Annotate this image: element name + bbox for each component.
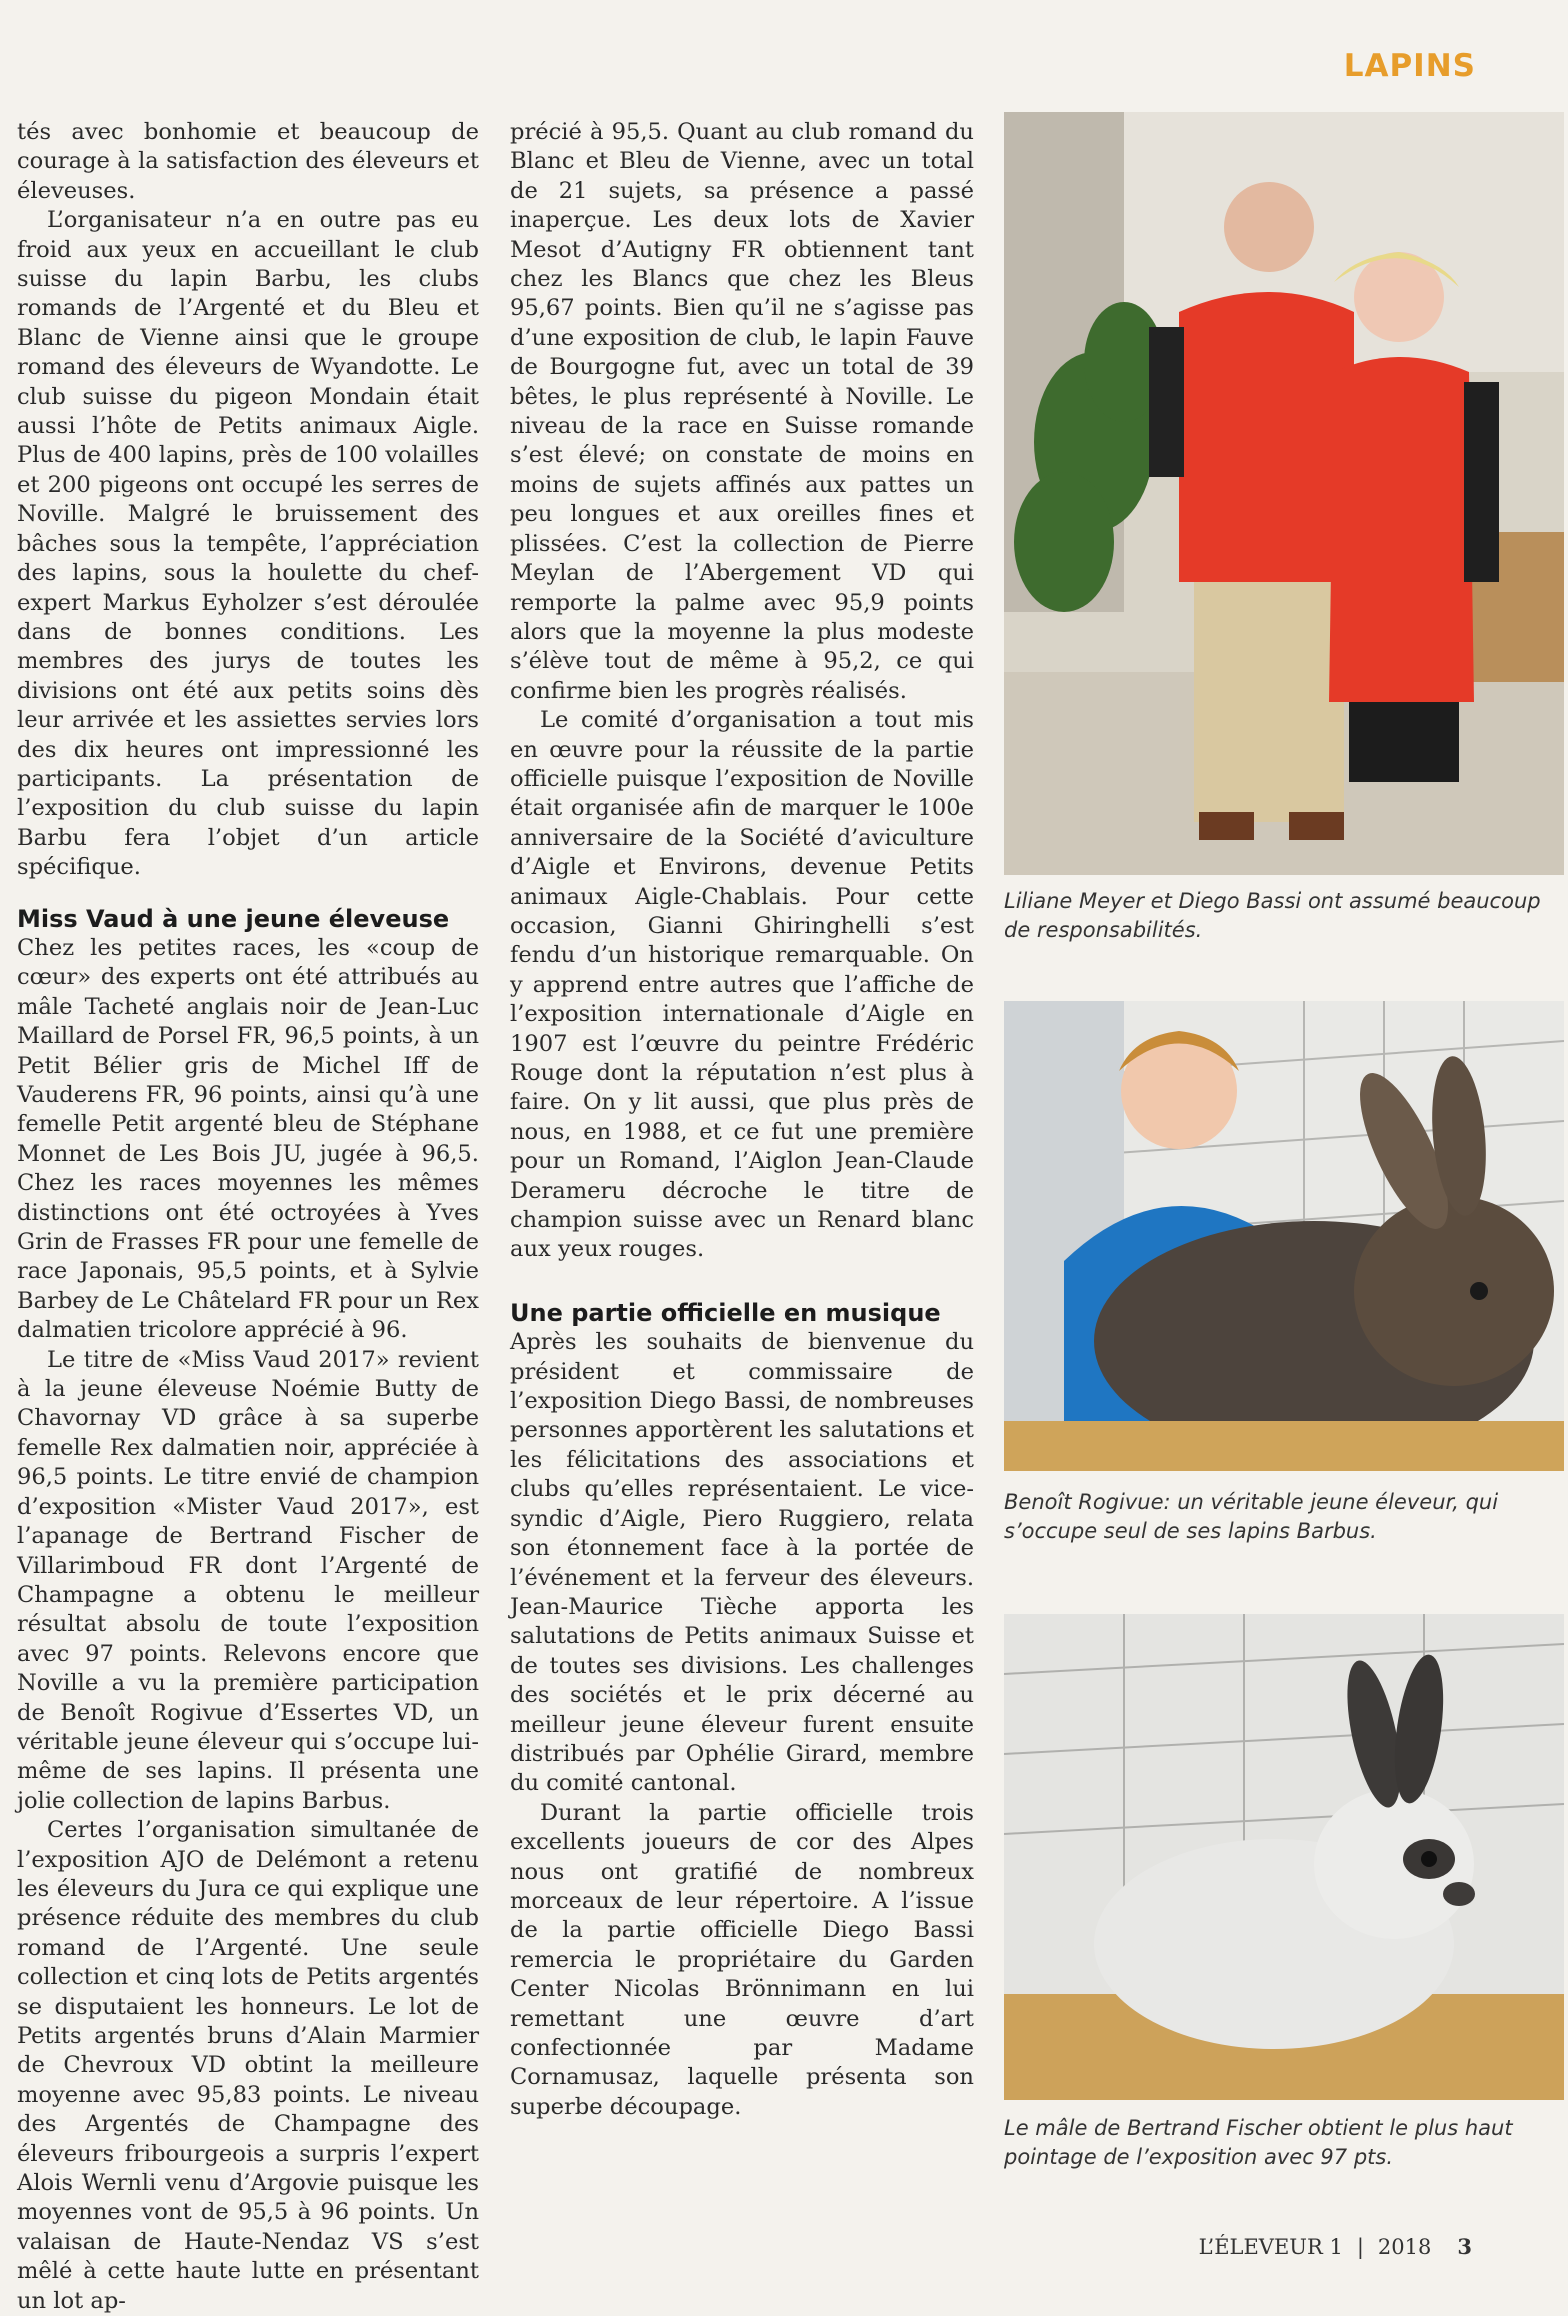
paragraph: Durant la partie officielle trois excellents joueurs de cor des Alpes nous ont gratifié de nombreux morceaux de leur répertoire. A l’issue de la partie officielle Diego Bassi remercia le propriétaire du Garden Center Nicolas Brönnimann en lui remettant une œuvre d’art confectionnée par Madame Cornamusaz, laquelle présenta son superbe découpage. [510,1799,974,2120]
article-column-1 [17,118,479,2316]
photo-caption: Liliane Meyer et Diego Bassi ont assumé beaucoup de responsabilités. [1004,889,1541,942]
section-heading: Une partie officielle en musique [510,1298,941,1327]
photo-champion-rabbit [1004,1614,1564,2100]
paragraph: Chez les petites races, les «coup de cœur» des experts ont été attribués au mâle Tacheté anglais noir de Jean-Luc Maillard de Porsel FR, 96,5 points, à un Petit Bélier gris de Michel Iff de Vauderens FR, 96 points, ainsi qu’à une femelle Petit argenté bleu de Stéphane Monnet de Les Bois JU, jugée à 96,5. Chez les races moyennes les mêmes distinctions ont été octroyées à Yves Grin de Frasses FR pour une femelle de race Japonais, 95,5 points, et à Sylvie Barbey de Le Châtelard FR pour un Rex dalmatien tricolore apprécié à 96. [17,934,479,1344]
paragraph: L’organisateur n’a en outre pas eu froid aux yeux en accueillant le club suisse du lapin Barbu, les clubs romands de l’Argenté et du Bleu et Blanc de Vienne ainsi que le groupe romand des éleveurs de Wyandotte. Le club suisse du pigeon Mondain était aussi l’hôte de Petits animaux Aigle. Plus de 400 lapins, près de 100 volailles et 200 pigeons ont occupé les serres de Noville. Malgré le bruissement des bâches sous la tempête, l’appréciation des lapins, sous la houlette du chef-expert Markus Eyholzer s’est déroulée dans de bonnes conditions. Les membres des jurys de toutes les divisions ont été aux petits soins dès leur arrivée et les assiettes servies lors des dix heures ont impressionné les participants. La présentation de l’exposition du club suisse du lapin Barbu fera l’objet d’un article spécifique. [17,207,479,881]
paragraph: tés avec bonhomie et beaucoup de courage à la satisfaction des éleveurs et éleveuses. [17,119,479,204]
paragraph: précié à 95,5. Quant au club romand du Blanc et Bleu de Vienne, avec un total de 21 sujets, sa présence a passé inaperçue. Les deux lots de Xavier Mesot d’Autigny FR obtiennent tant chez les Blancs que chez les Bleus 95,67 points. Bien qu’il ne s’agisse pas d’une exposition de club, le lapin Fauve de Bourgogne fut, avec un total de 39 bêtes, le plus représenté à Noville. Le niveau de la race en Suisse romande s’est élevé; on constate de moins en moins de sujets affinés aux pattes un peu longues et aux oreilles fines et plissées. C’est la collection de Pierre Meylan de l’Abergement VD qui remporte la palme avec 95,9 points alors que la moyenne la plus modeste s’élève tout de même à 95,2, ce qui confirme bien les progrès réalisés. [510,119,974,704]
issue-year: 2018 [1377,2235,1432,2259]
paragraph: Le comité d’organisation a tout mis en œuvre pour la réussite de la partie officielle puisque l’exposition de Noville était organisée afin de marquer le 100e anniversaire de la Société d’aviculture d’Aigle et Environs, devenue Petits animaux Aigle-Chablais. Pour cette occasion, Gianni Ghiringhelli s’est fendu d’un historique remarquable. On y apprend entre autres que l’affiche de l’exposition internationale d’Aigle en 1907 est l’œuvre du peintre Frédéric Rouge dont la réputation n’est plus à faire. On y lit aussi, que plus près de nous, en 1988, et ce fut une première pour un Romand, l’Aiglon Jean-Claude Derameru décroche le titre de champion suisse avec un Renard blanc aux yeux rouges. [510,707,974,1263]
photo-boy-rabbit [1004,1001,1564,1471]
section-heading: Miss Vaud à une jeune éleveuse [17,904,450,933]
page-number: 3 [1457,2234,1472,2259]
page-footer: L’ÉLEVEUR 1 | 2018 3 [1198,2234,1472,2259]
paragraph: Après les souhaits de bienvenue du président et commissaire de l’exposition Diego Bassi, de nombreuses personnes apportèrent les salutations et les félicitations des associations et clubs qu’elles représentaient. Le vice-syndic d’Aigle, Piero Ruggiero, relata son étonnement face à la portée de l’événement et la ferveur des éleveurs. Jean-Maurice Tièche apporta les salutations de Petits animaux Suisse et de toutes ses divisions. Les challenges des sociétés et le prix décerné au meilleur jeune éleveur furent ensuite distribués par Ophélie Girard, membre du comité cantonal. [510,1329,974,1797]
photo-caption: Le mâle de Bertrand Fischer obtient le plus haut pointage de l’exposition avec 97 pts. [1004,2116,1513,2169]
magazine-name: L’ÉLEVEUR 1 [1198,2235,1343,2259]
paragraph: Certes l’organisation simultanée de l’exposition AJO de Delémont a retenu les éleveurs du Jura ce qui explique une présence réduite des membres du club romand de l’Argenté. Une seule collection et cinq lots de Petits argentés se disputaient les honneurs. Le lot de Petits argentés bruns d’Alain Marmier de Chevroux VD obtint la meilleure moyenne avec 95,83 points. Le niveau des Argentés de Champagne des éleveurs fribourgeois a surpris l’expert Alois Wernli venu d’Argovie puisque les moyennes vont de 95,5 à 96 points. Un valaisan de Haute-Nendaz VS s’est mêlé à cette haute lutte en présentant un lot ap- [17,1817,479,2314]
photo-organizers [1004,112,1564,875]
article-column-2 [510,118,974,2122]
paragraph: Le titre de «Miss Vaud 2017» revient à la jeune éleveuse Noémie Butty de Chavornay VD grâce à sa superbe femelle Rex dalmatien noir, appréciée à 96,5 points. Le titre envié de champion d’exposition «Mister Vaud 2017», est l’apanage de Bertrand Fischer de Villarimboud FR dont l’Argenté de Champagne a obtenu le meilleur résultat absolu de toute l’exposition avec 97 points. Relevons encore que Noville a vu la première participation de Benoît Rogivue d’Essertes VD, un véritable jeune éleveur qui s’occupe lui-même de ses lapins. Il présenta une jolie collection de lapins Barbus. [17,1346,479,1814]
photo-caption: Benoît Rogivue: un véritable jeune éleveur, qui s’occupe seul de ses lapins Barbus. [1004,1490,1499,1543]
organizers-illustration [1004,112,1564,875]
champion-rabbit-illustration [1004,1614,1564,2100]
boy-rabbit-illustration [1004,1001,1564,1471]
section-title: LAPINS [1343,48,1476,84]
